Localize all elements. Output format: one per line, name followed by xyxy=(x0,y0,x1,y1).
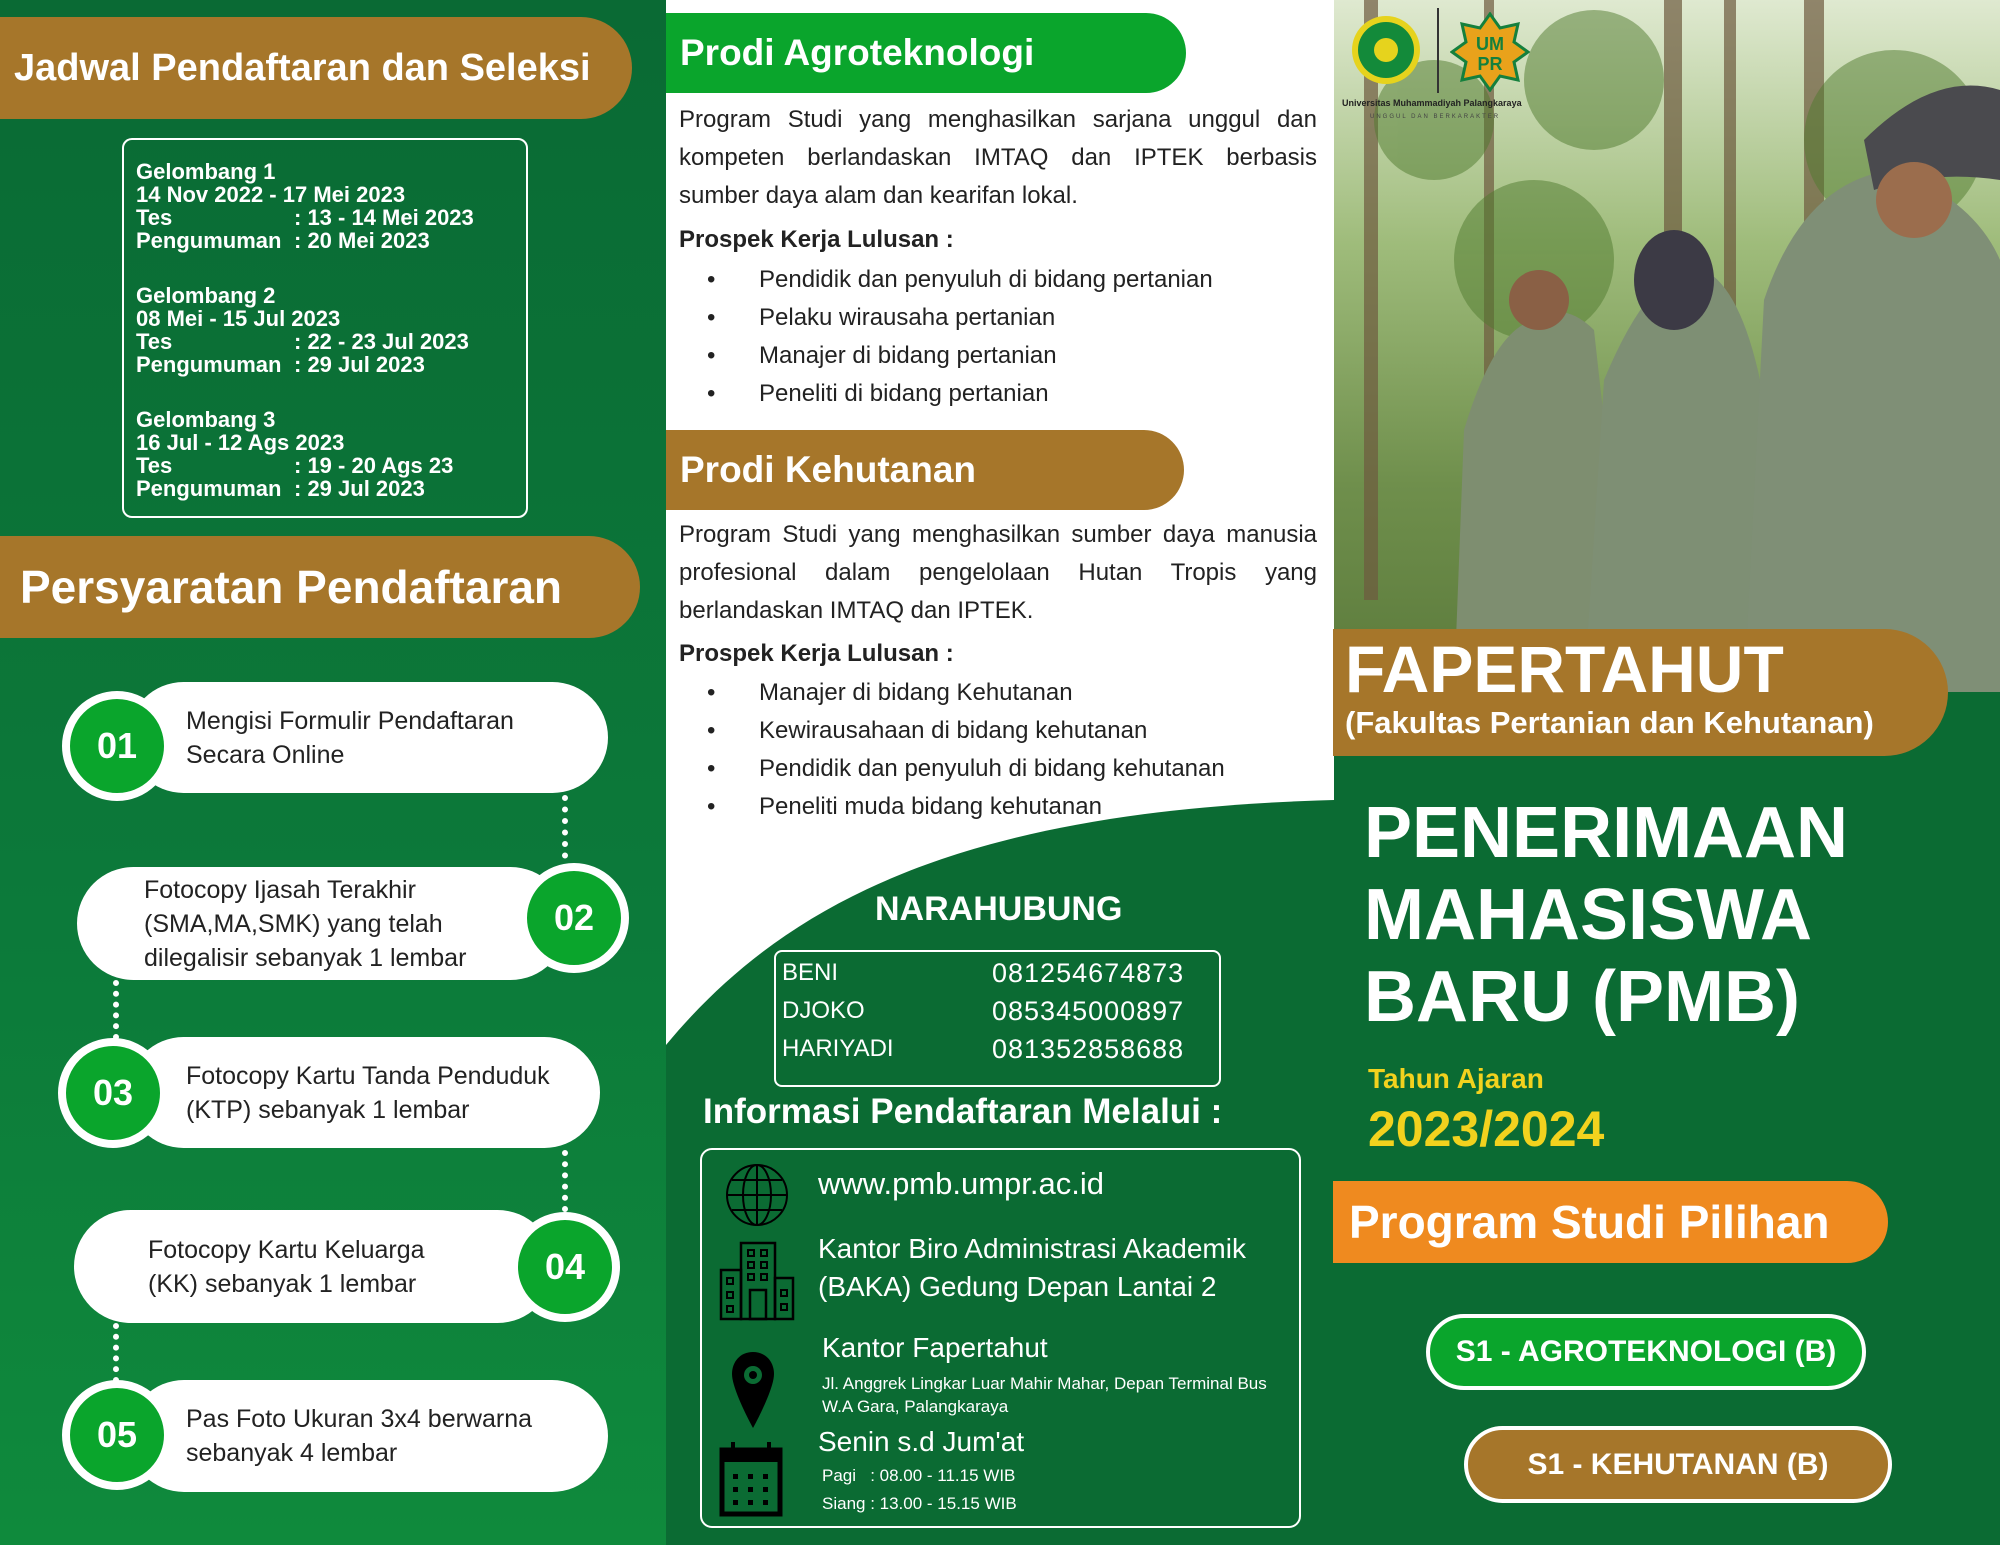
map-pin-icon xyxy=(730,1350,776,1430)
year-label: Tahun Ajaran xyxy=(1368,1063,1544,1094)
requirement-step-3 xyxy=(128,1037,600,1148)
requirements-header: Persyaratan Pendaftaran xyxy=(0,536,640,638)
wave-2 xyxy=(136,284,514,376)
umpr-logo xyxy=(1450,12,1530,92)
kehutanan-description: Program Studi yang menghasilkan sumber daya manusia profesional dalam pengelolaan Hutan Tropis yang berlandaskan IMTAQ dan IPTEK. xyxy=(679,521,1317,624)
list-item: • Peneliti muda bidang kehutanan xyxy=(679,788,1225,826)
kehutanan-prospek-label: Prospek Kerja Lulusan : xyxy=(679,640,954,667)
contact-row xyxy=(782,954,1213,992)
step-text: Fotocopy Kartu Keluarga (KK) sebanyak 1 lembar xyxy=(148,1235,425,1298)
announcement-date: : 20 Mei 2023 xyxy=(294,228,430,253)
wave-1 xyxy=(136,160,514,252)
agro-description: Program Studi yang menghasilkan sarjana unggul dan kompeten berlandaskan IMTAQ dan IPTEK berbasis sumber daya alam dan kearifan lokal. xyxy=(679,106,1317,209)
globe-icon xyxy=(724,1162,790,1228)
svg-text:PR: PR xyxy=(1477,54,1503,74)
calendar-icon xyxy=(719,1440,783,1518)
wave-name: Gelombang 1 xyxy=(136,159,276,184)
contact-phone[interactable]: 081352858688 xyxy=(992,1034,1185,1064)
list-item: • Pendidik dan penyuluh di bidang pertanian xyxy=(679,261,1213,299)
announcement-label: Pengumuman xyxy=(136,352,282,377)
wave-3 xyxy=(136,408,514,500)
step-text: Mengisi Formulir Pendaftaran Secara Online xyxy=(186,706,514,769)
contact-phone[interactable]: 081254674873 xyxy=(992,958,1185,988)
agro-header: Prodi Agroteknologi xyxy=(666,13,1186,93)
step-number-2: 02 xyxy=(519,863,629,973)
list-item: • Kewirausahaan di bidang kehutanan xyxy=(679,712,1225,750)
agro-prospek-label: Prospek Kerja Lulusan : xyxy=(679,226,954,253)
svg-text:UM: UM xyxy=(1476,34,1504,54)
requirement-step-2 xyxy=(77,867,567,980)
connector xyxy=(562,1150,568,1212)
connector xyxy=(113,980,119,1040)
wave-name: Gelombang 2 xyxy=(136,283,276,308)
faculty-fullname: (Fakultas Pertanian dan Kehutanan) xyxy=(1345,705,1874,740)
website-link[interactable]: www.pmb.umpr.ac.id xyxy=(818,1166,1104,1201)
step-text: Fotocopy Ijasah Terakhir (SMA,MA,SMK) yang telah dilegalisir sebanyak 1 lembar xyxy=(144,875,467,972)
office-name: Kantor Fapertahut xyxy=(822,1332,1048,1363)
logo-divider xyxy=(1437,8,1439,93)
contact-name: HARIYADI xyxy=(782,1035,894,1062)
contact-row xyxy=(782,992,1213,1030)
wave-period: 16 Jul - 12 Ags 2023 xyxy=(136,430,345,455)
wave-period: 14 Nov 2022 - 17 Mei 2023 xyxy=(136,182,406,207)
requirement-step-5 xyxy=(128,1380,608,1492)
contact-name: BENI xyxy=(782,959,839,986)
pmb-title-line: PENERIMAAN xyxy=(1364,793,1849,873)
test-date: : 13 - 14 Mei 2023 xyxy=(294,205,474,230)
announcement-label: Pengumuman xyxy=(136,228,282,253)
announcement-label: Pengumuman xyxy=(136,476,282,501)
test-date: : 19 - 20 Ags 23 xyxy=(294,453,454,478)
step-number-4: 04 xyxy=(510,1212,620,1322)
contact-row xyxy=(782,1030,1213,1068)
step-number-1: 01 xyxy=(62,691,172,801)
schedule-header: Jadwal Pendaftaran dan Seleksi xyxy=(0,17,632,119)
university-tagline: UNGGUL DAN BERKARAKTER xyxy=(1370,114,1501,120)
pmb-title-line: MAHASISWA xyxy=(1364,875,1812,955)
wave-name: Gelombang 3 xyxy=(136,407,276,432)
info-box xyxy=(700,1148,1301,1528)
contact-name: DJOKO xyxy=(782,997,865,1024)
building-icon xyxy=(719,1240,795,1322)
connector xyxy=(562,795,568,870)
connector xyxy=(113,1323,119,1383)
step-text: Pas Foto Ukuran 3x4 berwarna sebanyak 4 lembar xyxy=(186,1405,533,1467)
test-date: : 22 - 23 Jul 2023 xyxy=(294,329,469,354)
academic-year: 2023/2024 xyxy=(1368,1101,1605,1157)
baka-address: Kantor Biro Administrasi Akademik (BAKA) Gedung Depan Lantai 2 xyxy=(818,1233,1246,1302)
requirement-step-1 xyxy=(128,682,608,793)
office-days: Senin s.d Jum'at xyxy=(818,1426,1025,1457)
afternoon-hours: Siang : 13.00 - 15.15 WIB xyxy=(822,1494,1017,1513)
pmb-title-line: BARU (PMB) xyxy=(1364,957,1800,1037)
morning-hours: Pagi : 08.00 - 11.15 WIB xyxy=(822,1466,1016,1485)
program-kehutanan-button[interactable]: S1 - KEHUTANAN (B) xyxy=(1464,1426,1892,1503)
requirement-step-4 xyxy=(74,1210,554,1323)
list-item: • Manajer di bidang Kehutanan xyxy=(679,674,1225,712)
announcement-date: : 29 Jul 2023 xyxy=(294,476,425,501)
step-number-3: 03 xyxy=(58,1038,168,1148)
programs-header: Program Studi Pilihan xyxy=(1333,1181,1888,1263)
test-label: Tes xyxy=(136,453,173,478)
schedule-box xyxy=(122,138,528,518)
university-name: Universitas Muhammadiyah Palangkaraya xyxy=(1342,98,1522,108)
list-item: • Pendidik dan penyuluh di bidang kehutanan xyxy=(679,750,1225,788)
contact-box xyxy=(774,950,1221,1087)
step-number-5: 05 xyxy=(62,1380,172,1490)
agro-career-list xyxy=(679,261,1213,413)
announcement-date: : 29 Jul 2023 xyxy=(294,352,425,377)
wave-period: 08 Mei - 15 Jul 2023 xyxy=(136,306,341,331)
kehutanan-header: Prodi Kehutanan xyxy=(666,430,1184,510)
list-item: • Peneliti di bidang pertanian xyxy=(679,375,1213,413)
contact-title: NARAHUBUNG xyxy=(875,890,1123,928)
info-title: Informasi Pendaftaran Melalui : xyxy=(703,1092,1223,1131)
faculty-name: FAPERTAHUT xyxy=(1345,632,1784,706)
office-address: Jl. Anggrek Lingkar Luar Mahir Mahar, Depan Terminal Bus W.A Gara, Palangkaraya xyxy=(822,1374,1267,1416)
university-seal-logo xyxy=(1350,14,1422,86)
list-item: • Manajer di bidang pertanian xyxy=(679,337,1213,375)
pmb-title xyxy=(1364,792,1848,1038)
program-agroteknologi-button[interactable]: S1 - AGROTEKNOLOGI (B) xyxy=(1426,1314,1866,1390)
kehutanan-career-list xyxy=(679,674,1225,826)
test-label: Tes xyxy=(136,329,173,354)
faculty-banner xyxy=(1333,629,1948,756)
step-text: Fotocopy Kartu Tanda Penduduk (KTP) sebanyak 1 lembar xyxy=(186,1061,550,1124)
list-item: • Pelaku wirausaha pertanian xyxy=(679,299,1213,337)
test-label: Tes xyxy=(136,205,173,230)
contact-phone[interactable]: 085345000897 xyxy=(992,996,1185,1026)
